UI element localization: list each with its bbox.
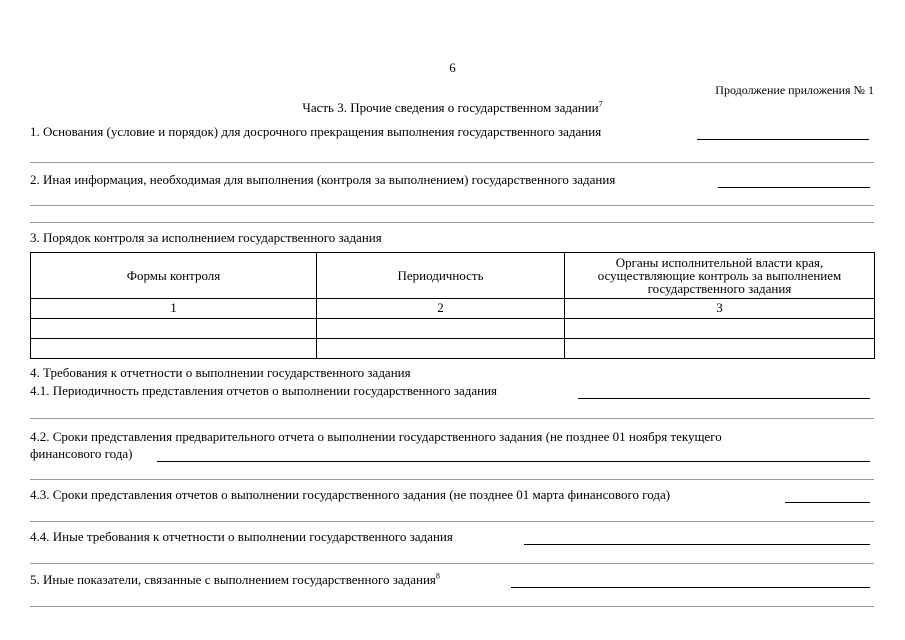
section-4-1-blank-line[interactable] (30, 418, 874, 419)
column-number: 3 (565, 299, 875, 319)
section-4-2-label-cont: финансового года) (30, 446, 133, 461)
table-cell[interactable] (31, 339, 317, 359)
section-2-fill-line[interactable] (718, 187, 870, 188)
section-1-label: 1. Основания (условие и порядок) для досрочного прекращения выполнения государственного задания (30, 124, 602, 139)
table-cell[interactable] (31, 319, 317, 339)
section-3-label: 3. Порядок контроля за исполнением государственного задания (30, 230, 382, 245)
section-2-blank-line-1[interactable] (30, 205, 874, 206)
section-4-3-label: 4.3. Сроки представления отчетов о выполнении государственного задания (не позднее 01 марта финансового года) (30, 487, 671, 502)
section-4-label: 4. Требования к отчетности о выполнении государственного задания (30, 365, 411, 380)
part-title (0, 101, 905, 116)
page-number: 6 (449, 60, 456, 75)
table-header-row (31, 253, 875, 299)
section-1-fill-line[interactable] (697, 139, 869, 140)
section-5-label (30, 573, 440, 588)
section-5-fill-line[interactable] (511, 587, 870, 588)
part-title-text: Часть 3. Прочие сведения о государственном задании (302, 100, 599, 115)
section-4-4-label: 4.4. Иные требования к отчетности о выполнении государственного задания (30, 529, 453, 544)
appendix-note: Продолжение приложения № 1 (715, 83, 874, 97)
table-cell[interactable] (317, 339, 565, 359)
section-4-3-blank-line[interactable] (30, 521, 874, 522)
section-4-2-label: 4.2. Сроки представления предварительного отчета о выполнении государственного задания (не позднее 01 ноября текущего (30, 429, 722, 444)
part-title-footnote: 7 (598, 99, 603, 109)
column-number: 2 (317, 299, 565, 319)
section-4-4-blank-line[interactable] (30, 563, 874, 564)
header-control-bodies: Органы исполнительной власти края, осуществляющие контроль за выполнением государственного задания (565, 253, 875, 299)
section-5-footnote: 8 (435, 571, 440, 581)
section-2-label: 2. Иная информация, необходимая для выполнения (контроля за выполнением) государственного задания (30, 172, 616, 187)
table-row (31, 319, 875, 339)
section-4-2-fill-line[interactable] (157, 461, 870, 462)
section-4-1-label: 4.1. Периодичность представления отчетов о выполнении государственного задания (30, 383, 498, 398)
header-periodicity: Периодичность (317, 253, 565, 299)
table-row (31, 339, 875, 359)
table-cell[interactable] (565, 319, 875, 339)
header-forms-of-control: Формы контроля (31, 253, 317, 299)
section-5-text: 5. Иные показатели, связанные с выполнением государственного задания (30, 572, 436, 587)
section-1-blank-line[interactable] (30, 162, 874, 163)
control-table (30, 252, 875, 359)
column-number: 1 (31, 299, 317, 319)
section-2-blank-line-2[interactable] (30, 222, 874, 223)
table-cell[interactable] (565, 339, 875, 359)
section-4-2-blank-line[interactable] (30, 479, 874, 480)
section-4-1-fill-line[interactable] (578, 398, 870, 399)
table-cell[interactable] (317, 319, 565, 339)
section-4-3-fill-line[interactable] (785, 502, 870, 503)
section-4-4-fill-line[interactable] (524, 544, 870, 545)
table-number-row (31, 299, 875, 319)
section-5-blank-line[interactable] (30, 606, 874, 607)
